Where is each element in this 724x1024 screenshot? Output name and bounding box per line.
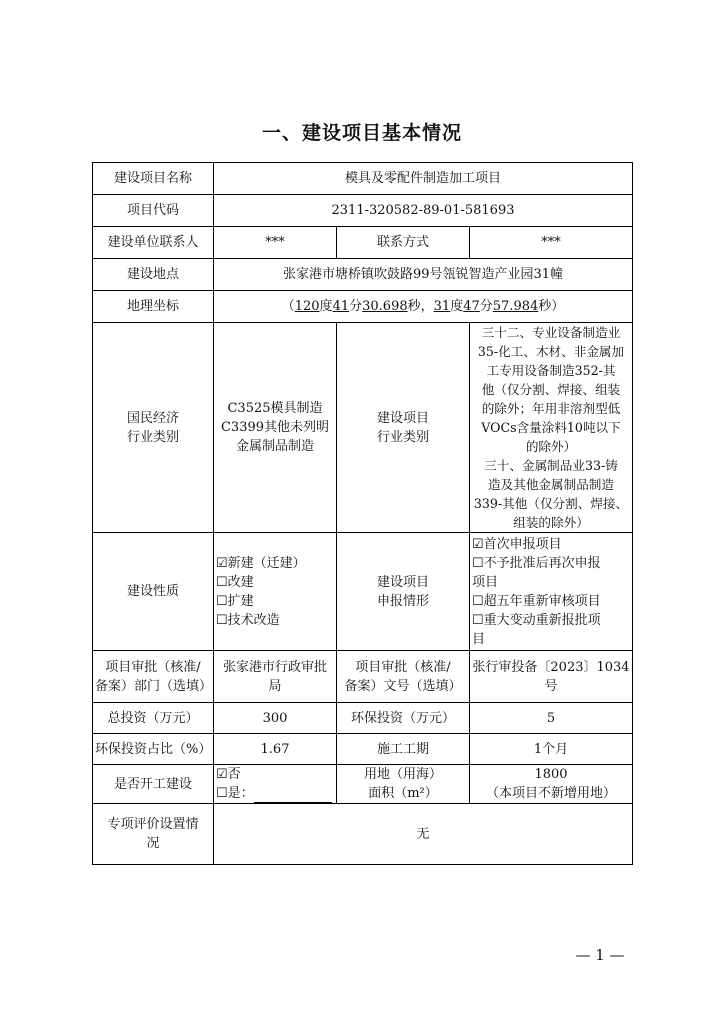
approval-doc-value-line2: 号 [544, 678, 558, 694]
coord-deg-unit-1: 度 [319, 299, 333, 314]
project-industry-line: 三十、金属制品业33-铸 [484, 458, 618, 473]
declare-label-line1: 建设项目 [376, 574, 429, 590]
approval-doc-label-line2: 备案）文号（选填） [344, 678, 462, 694]
approval-dept-value [214, 651, 337, 703]
started-option-no-checkbox[interactable]: ☑否 [216, 767, 241, 782]
project-industry-line: VOCs含量涂料10吨以下 [481, 420, 621, 435]
row-investment [93, 703, 633, 734]
row-approval [93, 651, 633, 703]
period-label: 施工工期 [337, 734, 470, 765]
contact-method-label: 联系方式 [337, 227, 470, 259]
approval-dept-label-line2: 备案）部门（选填） [95, 678, 213, 694]
declare-option-resubmit-cont: 项目 [472, 574, 499, 590]
project-industry-line: 造及其他金属制品制造 [488, 477, 614, 492]
coordinates-value [214, 291, 633, 323]
env-investment-label: 环保投资（万元） [337, 703, 470, 734]
project-industry-line: 他（仅分割、焊接、组装 [481, 382, 621, 397]
contact-label: 建设单位联系人 [93, 227, 214, 259]
industry-label-line1: 国民经济 [126, 410, 179, 426]
project-industry-label [337, 323, 470, 533]
project-industry-line: 组装的除外） [513, 515, 589, 530]
ratio-label: 环保投资占比（%） [93, 734, 214, 765]
nature-options [214, 533, 337, 651]
latitude-seconds: 57.984 [492, 299, 539, 314]
ratio-value: 1.67 [214, 734, 337, 765]
coord-min-unit-1: 分 [349, 299, 363, 314]
land-label-line2: 面积（m²） [368, 786, 438, 801]
declare-label [337, 533, 470, 651]
land-label-line1: 用地（用海） [363, 767, 442, 782]
project-industry-label-line1: 建设项目 [376, 410, 429, 426]
special-label [93, 804, 214, 865]
row-project-name [93, 163, 633, 195]
industry-value-line3: 金属制品制造 [235, 439, 314, 454]
project-industry-line: 的除外） [525, 439, 577, 454]
project-industry-line: 三十二、专业设备制造业 [481, 325, 621, 340]
location-value: 张家港市塘桥镇吹鼓路99号瓴锐智造产业园31幢 [214, 259, 633, 291]
approval-doc-label-line1: 项目审批（核准/ [355, 659, 451, 675]
coord-open: （ [281, 299, 295, 314]
project-industry-line: 339-其他（仅分割、焊接、 [473, 496, 629, 511]
started-yes-blank-field[interactable] [254, 790, 332, 803]
declare-option-major-change-cont: 目 [472, 631, 486, 647]
row-project-code [93, 195, 633, 227]
started-option-yes [216, 784, 334, 803]
latitude-degrees: 31 [433, 299, 451, 314]
declare-label-line2: 申报情形 [376, 593, 429, 609]
period-value: 1个月 [470, 734, 633, 765]
project-name-value: 模具及零配件制造加工项目 [214, 163, 633, 195]
contact-value: *** [214, 227, 337, 259]
nature-option-new-checkbox[interactable]: ☑新建（迁建） [216, 555, 306, 571]
row-location [93, 259, 633, 291]
project-industry-label-line2: 行业类别 [376, 429, 429, 445]
contact-method-value: *** [470, 227, 633, 259]
land-value [470, 765, 633, 804]
row-industry [93, 323, 633, 533]
nature-option-tech-checkbox[interactable]: ☐技术改造 [216, 612, 280, 628]
env-investment-value: 5 [470, 703, 633, 734]
special-label-line2: 况 [146, 836, 160, 851]
page-title: 一、建设项目基本情况 [261, 122, 462, 144]
started-option-yes-checkbox[interactable]: ☐是： [216, 786, 254, 801]
location-label: 建设地点 [93, 259, 214, 291]
approval-dept-value-line1: 张家港市行政审批 [222, 659, 327, 675]
industry-value [214, 323, 337, 533]
approval-doc-label [337, 651, 470, 703]
project-industry-line: 35-化工、木材、非金属加 [477, 344, 625, 359]
approval-dept-label [93, 651, 214, 703]
coord-min-unit-2: 分 [479, 299, 493, 314]
row-started [93, 765, 633, 804]
land-label [337, 765, 470, 804]
project-industry-line: 的除外；年用非溶剂型低 [481, 401, 621, 416]
declare-option-resubmit-checkbox[interactable]: ☐不予批准后再次申报 [472, 555, 601, 571]
project-industry-line: 工专用设备制造352-其 [486, 363, 616, 378]
declare-options [470, 533, 633, 651]
project-code-value: 2311-320582-89-01-581693 [214, 195, 633, 227]
longitude-seconds: 30.698 [362, 299, 408, 314]
declare-option-five-year-checkbox[interactable]: ☐超五年重新审核项目 [472, 593, 601, 609]
project-industry-value [470, 323, 633, 533]
coord-sec-unit-1: 秒， [407, 299, 434, 314]
industry-value-line1: C3525模具制造 [227, 401, 323, 416]
declare-option-first-checkbox[interactable]: ☑首次申报项目 [472, 536, 562, 552]
project-name-label: 建设项目名称 [93, 163, 214, 195]
row-coordinates [93, 291, 633, 323]
longitude-minutes: 41 [332, 299, 350, 314]
nature-option-expand-checkbox[interactable]: ☐扩建 [216, 593, 254, 609]
approval-doc-value [470, 651, 633, 703]
longitude-degrees: 120 [294, 299, 320, 314]
industry-value-line2: C3399其他未列明 [220, 420, 330, 435]
investment-label: 总投资（万元） [93, 703, 214, 734]
industry-label [93, 323, 214, 533]
land-value-line2: （本项目不新增用地） [485, 786, 616, 801]
coord-deg-unit-2: 度 [450, 299, 464, 314]
investment-value: 300 [214, 703, 337, 734]
industry-label-line2: 行业类别 [126, 429, 179, 445]
approval-doc-value-line1: 张行审投备〔2023〕1034 [472, 659, 630, 675]
started-options [214, 765, 337, 804]
row-special [93, 804, 633, 865]
land-value-line1: 1800 [534, 767, 568, 782]
approval-dept-label-line1: 项目审批（核准/ [105, 659, 201, 675]
coordinates-label: 地理坐标 [93, 291, 214, 323]
nature-label: 建设性质 [93, 533, 214, 651]
project-basic-info-table [92, 162, 633, 865]
started-label: 是否开工建设 [93, 765, 214, 804]
row-ratio [93, 734, 633, 765]
row-contact [93, 227, 633, 259]
row-nature [93, 533, 633, 651]
special-label-line1: 专项评价设置情 [107, 817, 199, 832]
special-value: 无 [214, 804, 633, 865]
declare-option-major-change-checkbox[interactable]: ☐重大变动重新报批项 [472, 612, 601, 628]
approval-dept-value-line2: 局 [268, 678, 282, 694]
nature-option-rebuild-checkbox[interactable]: ☐改建 [216, 574, 254, 590]
latitude-minutes: 47 [463, 299, 480, 314]
project-code-label: 项目代码 [93, 195, 214, 227]
page-number: — 1 — [575, 946, 625, 964]
coord-sec-unit-2: 秒） [538, 299, 565, 314]
